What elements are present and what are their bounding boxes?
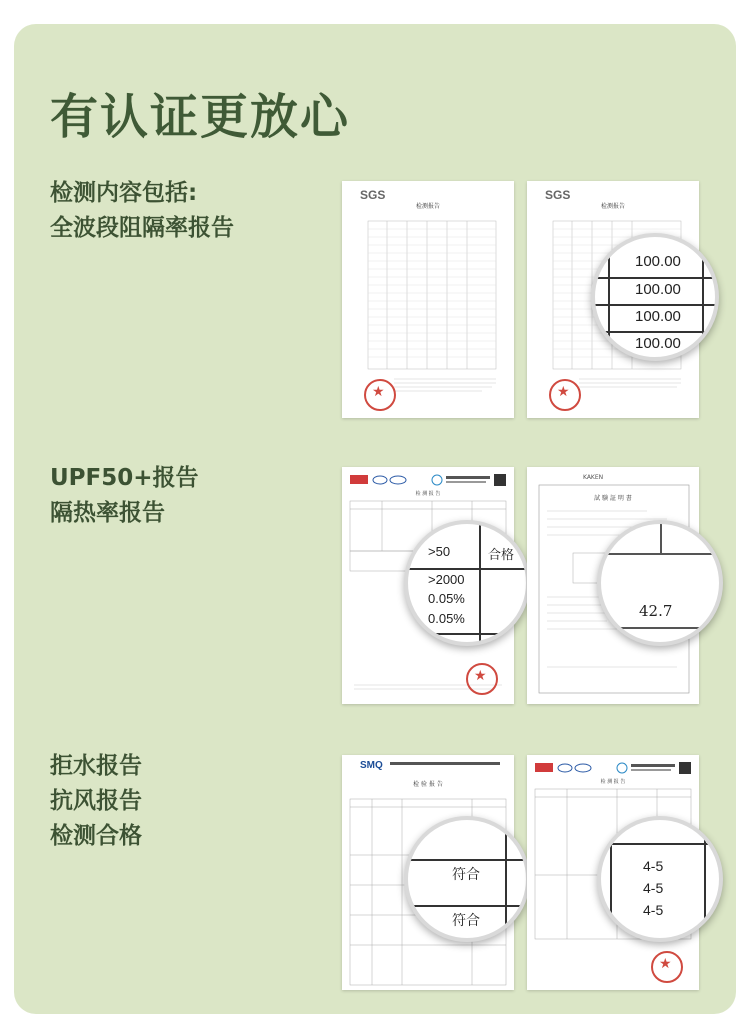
lens-value: 0.05% bbox=[428, 591, 465, 606]
section-2-line-2: 隔热率报告 bbox=[50, 500, 165, 526]
lens-value: >50 bbox=[428, 544, 451, 559]
report-table-graphic bbox=[342, 181, 514, 418]
sgs-report-page-1 bbox=[342, 181, 514, 418]
lens-table-lines bbox=[601, 524, 719, 642]
magnifier-lens-smq bbox=[404, 816, 530, 942]
lens-value: 100.00 bbox=[635, 308, 681, 325]
magnifier-lens-upf bbox=[404, 520, 530, 646]
section-1-line-1: 检测内容包括: bbox=[50, 180, 198, 206]
lens-value: 符合 bbox=[452, 913, 480, 929]
lens-value: 100.00 bbox=[635, 335, 681, 352]
lens-value: 符合 bbox=[452, 867, 480, 883]
report-heading: 检测报告 bbox=[600, 203, 625, 210]
magnifier-lens-sgs bbox=[591, 233, 719, 361]
lens-value: 100.00 bbox=[635, 281, 681, 298]
report-heading: 检 测 报 告 bbox=[415, 491, 441, 497]
section-2-line-1: UPF50+报告 bbox=[50, 465, 199, 491]
lens-value: 42.7 bbox=[639, 602, 673, 620]
smq-logo: SMQ bbox=[360, 760, 383, 771]
lens-value: 4-5 bbox=[643, 858, 664, 874]
report-heading: 检 验 报 告 bbox=[413, 781, 443, 788]
lens-table-lines bbox=[601, 820, 719, 938]
section-3-text bbox=[50, 749, 142, 854]
red-seal-stamp bbox=[549, 379, 581, 411]
report-heading: 試 験 証 明 書 bbox=[594, 495, 632, 502]
red-seal-stamp bbox=[466, 663, 498, 695]
red-seal-stamp bbox=[651, 951, 683, 983]
lens-value: 4-5 bbox=[643, 902, 664, 918]
section-3-line-2: 抗风报告 bbox=[50, 788, 142, 814]
section-3-line-1: 拒水报告 bbox=[50, 753, 142, 779]
lens-table-lines bbox=[408, 524, 526, 642]
page-title: 有认证更放心 bbox=[50, 89, 351, 145]
report-heading: 检测报告 bbox=[415, 203, 440, 210]
lens-pass-text: 合格 bbox=[488, 548, 515, 563]
lens-value: 4-5 bbox=[643, 880, 664, 896]
report-heading: 检 测 报 告 bbox=[600, 779, 626, 785]
kaken-logo: KAKEN bbox=[583, 474, 604, 481]
sgs-logo: SGS bbox=[545, 188, 571, 202]
section-1-text bbox=[50, 176, 234, 246]
red-seal-stamp bbox=[364, 379, 396, 411]
magnifier-lens-kaken bbox=[597, 520, 723, 646]
section-1-line-2: 全波段阻隔率报告 bbox=[50, 215, 234, 241]
section-2-text bbox=[50, 461, 199, 531]
section-3-line-3: 检测合格 bbox=[50, 823, 142, 849]
lens-value: 0.05% bbox=[428, 611, 465, 626]
magnifier-lens-wind bbox=[597, 816, 723, 942]
sgs-logo: SGS bbox=[360, 188, 386, 202]
lens-value: >2000 bbox=[428, 572, 465, 587]
lens-value: 100.00 bbox=[635, 253, 681, 270]
